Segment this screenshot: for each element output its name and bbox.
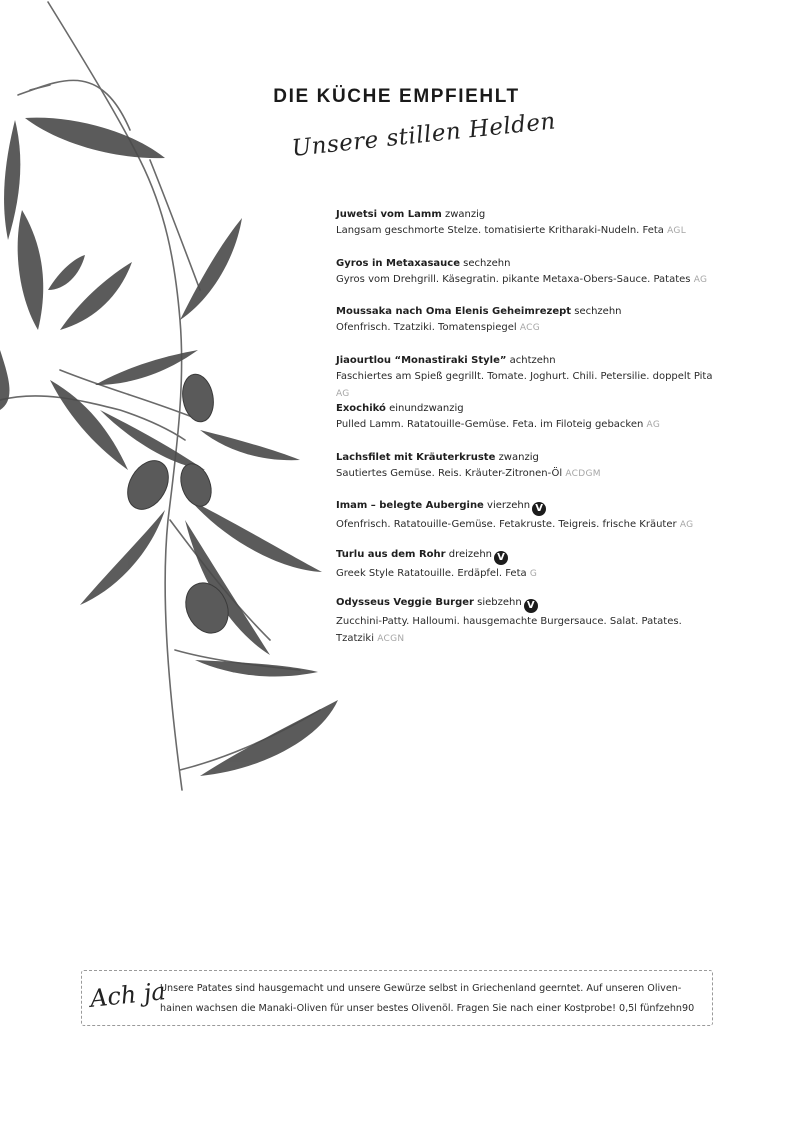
menu-item-description-line (336, 613, 716, 648)
menu-item-description: Ofenfrisch. Tzatziki. Tomatenspiegel (336, 322, 517, 333)
menu-item-description: Zucchini-Patty. Halloumi. hausgemachte Burgersauce. Salat. Patates. Tzatziki (336, 616, 682, 644)
footer-line-1: Unsere Patates sind hausgemacht und unsere Gewürze selbst in Griechenland geerntet. Auf unseren Oliven- (160, 983, 682, 994)
footer-text (160, 979, 708, 1019)
menu-item-description: Gyros vom Drehgrill. Käsegratin. pikante Metaxa-Obers-Sauce. Patates (336, 273, 691, 285)
menu-item (336, 450, 716, 499)
menu-item-description: Ofenfrisch. Ratatouille-Gemüse. Fetakruste. Teigreis. frische Kräuter (336, 519, 677, 530)
menu-item (336, 304, 716, 353)
menu-item (336, 207, 716, 256)
menu-item-allergens: AG (679, 520, 694, 530)
page-title: DIE KÜCHE EMPFIEHLT (273, 86, 520, 107)
menu-item-description: Langsam geschmorte Stelze. tomatisierte Kritharaki-Nudeln. Feta (336, 225, 664, 236)
menu-item-name: Lachsfilet mit Kräuterkruste (336, 451, 496, 463)
menu-item-header (336, 547, 716, 565)
page-subtitle: Unsere stillen Helden (290, 108, 557, 162)
menu-item-header (336, 498, 716, 516)
menu-item (336, 498, 716, 547)
menu-item-allergens: AG (646, 420, 661, 430)
menu-item-name: Gyros in Metaxasauce (336, 257, 460, 269)
menu-list (336, 207, 716, 644)
menu-item-price: vierzehn (487, 500, 531, 511)
menu-item-header (336, 304, 716, 319)
menu-item-header (336, 595, 716, 613)
menu-item-price: achtzehn (509, 354, 556, 366)
menu-item-name: Exochikó (336, 403, 386, 414)
menu-item-allergens: AG (336, 388, 350, 399)
menu-item-header (336, 207, 716, 222)
menu-item-description-line (336, 319, 716, 337)
menu-item-allergens: AGL (667, 226, 687, 236)
menu-item-header (336, 256, 716, 271)
menu-item-description: Sautiertes Gemüse. Reis. Kräuter-Zitronen-Öl (336, 467, 563, 479)
menu-item-name: Odysseus Veggie Burger (336, 597, 474, 608)
footer-script-heading: Ach ja (88, 977, 167, 1013)
menu-item-allergens: ACDGM (565, 468, 601, 479)
menu-item-description-line (336, 565, 716, 583)
menu-item-header (336, 353, 716, 368)
menu-item-description-line (336, 222, 716, 240)
menu-item-name: Imam – belegte Aubergine (336, 500, 484, 511)
menu-item-price: siebzehn (477, 597, 522, 608)
menu-item-price: dreizehn (448, 548, 493, 560)
menu-item-description: Greek Style Ratatouille. Erdäpfel. Feta (336, 567, 527, 579)
footer-line-2: hainen wachsen die Manaki-Oliven für unser bestes Olivenöl. Fragen Sie nach einer Kostprobe! 0,5l fünfzehn90 (160, 1003, 695, 1014)
menu-item-header (336, 401, 716, 416)
menu-item-price: zwanzig (498, 451, 539, 463)
menu-item-description-line (336, 368, 716, 403)
menu-item-price: sechzehn (463, 257, 511, 269)
menu-item-description: Pulled Lamm. Ratatouille-Gemüse. Feta. im Filoteig gebacken (336, 419, 644, 430)
menu-item-allergens: AG (693, 274, 708, 285)
menu-item-header (336, 450, 716, 465)
menu-item-allergens: G (529, 568, 538, 579)
menu-item-description-line (336, 465, 716, 483)
footer-note-box (81, 970, 713, 1026)
vegetarian-badge-icon: V (494, 551, 508, 565)
menu-item-description-line (336, 271, 716, 289)
menu-item-price: einundzwanzig (389, 403, 464, 414)
menu-item-allergens: ACG (519, 323, 540, 333)
menu-item (336, 256, 716, 305)
menu-item-price: zwanzig (444, 209, 486, 220)
menu-item-name: Juwetsi vom Lamm (336, 209, 442, 220)
menu-item-name: Moussaka nach Oma Elenis Geheimrezept (336, 306, 572, 317)
menu-item (336, 401, 716, 450)
vegetarian-badge-icon: V (532, 502, 546, 516)
menu-item-name: Jiaourtlou “Monastiraki Style” (336, 354, 507, 366)
menu-item-description-line (336, 516, 716, 534)
olive-branch-illustration (0, 0, 340, 800)
vegetarian-badge-icon: V (524, 599, 538, 613)
menu-item-name: Turlu aus dem Rohr (336, 548, 446, 560)
menu-item-price: sechzehn (574, 306, 622, 317)
menu-item (336, 547, 716, 596)
menu-item (336, 595, 716, 644)
menu-item-allergens: ACGN (377, 634, 405, 644)
menu-item (336, 353, 716, 402)
menu-item-description: Faschiertes am Spieß gegrillt. Tomate. Joghurt. Chili. Petersilie. doppelt Pita (336, 370, 713, 382)
menu-item-description-line (336, 416, 716, 434)
